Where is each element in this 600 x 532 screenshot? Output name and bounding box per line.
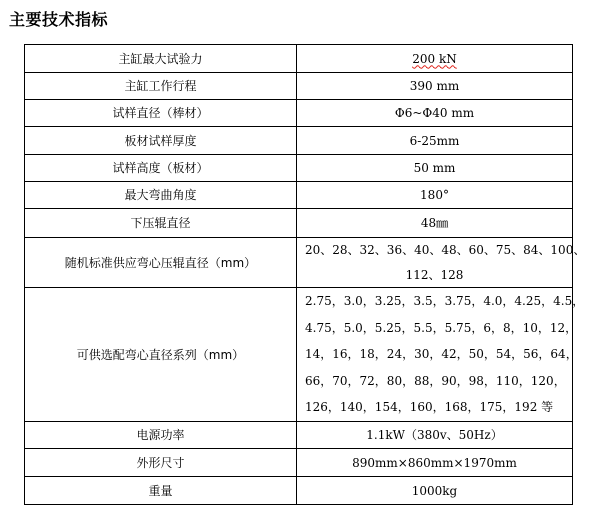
table-row bbox=[25, 45, 573, 73]
spec-name-plate-thickness: 板材试样厚度 bbox=[25, 127, 297, 155]
spec-name-max-test-force: 主缸最大试验力 bbox=[25, 45, 297, 73]
table-row bbox=[25, 182, 573, 209]
spec-value-text: 200 kN bbox=[412, 51, 457, 66]
spec-name-stroke: 主缸工作行程 bbox=[25, 73, 297, 100]
table-row bbox=[25, 155, 573, 182]
spec-value-stroke: 390 mm bbox=[297, 73, 573, 100]
spec-name-dimensions: 外形尺寸 bbox=[25, 449, 297, 477]
table-row bbox=[25, 477, 573, 505]
document-title: 主要技术指标 bbox=[9, 10, 109, 29]
table-row bbox=[25, 100, 573, 127]
spec-name-standard-mandrels: 随机标准供应弯心压辊直径（mm） bbox=[25, 238, 297, 288]
table-row bbox=[25, 209, 573, 238]
spec-name-sample-height: 试样高度（板材） bbox=[25, 155, 297, 182]
spec-name-weight: 重量 bbox=[25, 477, 297, 505]
spec-name-bend-angle: 最大弯曲角度 bbox=[25, 182, 297, 209]
spec-value-plate-thickness: 6-25mm bbox=[297, 127, 573, 155]
table-row bbox=[25, 422, 573, 449]
spec-table bbox=[24, 44, 586, 505]
value-line: 4.75，5.0，5.25，5.5，5.75，6，8，10，12， bbox=[305, 320, 578, 335]
spec-value-max-test-force bbox=[297, 45, 573, 73]
spec-value-bend-angle: 180° bbox=[297, 182, 573, 209]
spec-value-bar-diameter: Φ6~Φ40 mm bbox=[297, 100, 573, 127]
value-line: 2.75，3.0，3.25，3.5，3.75，4.0，4.25，4.5， bbox=[305, 294, 585, 309]
table-row bbox=[25, 73, 573, 100]
spec-value-optional-mandrels bbox=[297, 288, 585, 422]
spec-name-lower-roller: 下压辊直径 bbox=[25, 209, 297, 238]
spec-name-bar-diameter: 试样直径（棒材） bbox=[25, 100, 297, 127]
value-line: 126，140，154，160，168，175，192 等 bbox=[305, 400, 554, 415]
value-line: 112、128 bbox=[405, 267, 464, 282]
table-row bbox=[25, 449, 573, 477]
table-row bbox=[25, 238, 573, 288]
table-row bbox=[25, 288, 573, 422]
value-line: 20、28、32、36、40、48、60、75、84、100、 bbox=[305, 243, 586, 257]
spec-value-standard-mandrels bbox=[297, 238, 586, 288]
spec-value-dimensions: 890mm×860mm×1970mm bbox=[297, 449, 573, 477]
spec-value-power: 1.1kW（380v、50Hz） bbox=[297, 422, 573, 449]
spec-value-lower-roller: 48㎜ bbox=[297, 209, 573, 238]
spec-name-optional-mandrels: 可供选配弯心直径系列（mm） bbox=[25, 288, 297, 422]
value-line: 14，16，18，24，30，42，50，54，56，64， bbox=[305, 347, 578, 362]
table-row bbox=[25, 127, 573, 155]
spec-value-weight: 1000kg bbox=[297, 477, 573, 505]
spec-name-power: 电源功率 bbox=[25, 422, 297, 449]
value-line: 66，70，72，80，88，90，98，110，120， bbox=[305, 373, 566, 388]
spec-value-sample-height: 50 mm bbox=[297, 155, 573, 182]
